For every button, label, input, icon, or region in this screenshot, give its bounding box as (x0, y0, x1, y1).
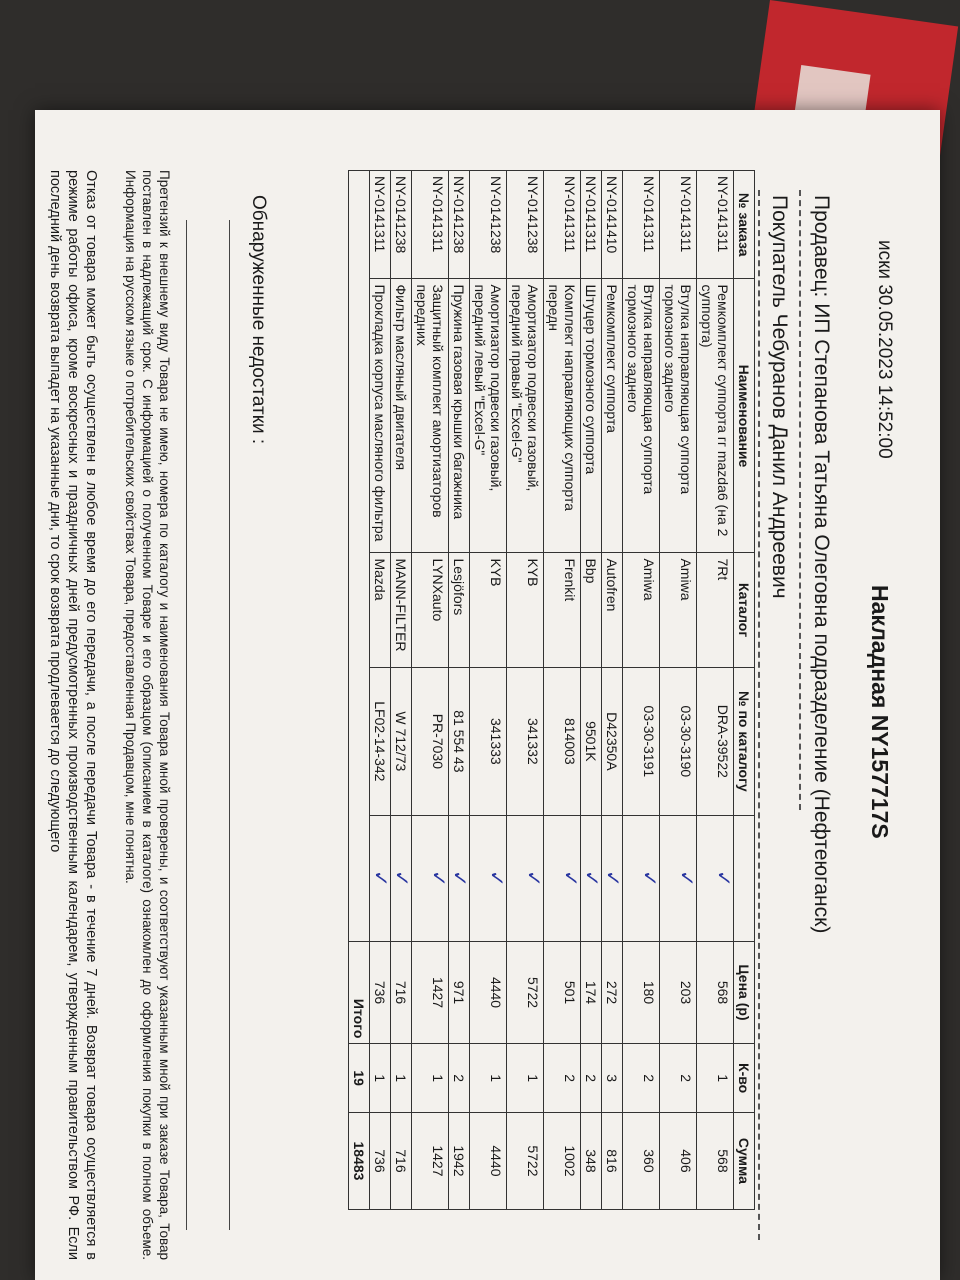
table-row (544, 171, 581, 1210)
table-row (391, 171, 412, 1210)
price-cell: 1427 (412, 941, 449, 1044)
catalog-cell: Amiwa (623, 553, 660, 667)
table-row (449, 171, 470, 1210)
header-order: № заказа (734, 171, 755, 279)
catalog-cell: KYB (507, 553, 544, 667)
catalog-cell: LYNXauto (412, 553, 449, 667)
code-cell: 341332 (507, 667, 544, 815)
qty-cell: 1 (697, 1044, 734, 1113)
check-mark: ✓ (449, 816, 470, 942)
sum-cell: 360 (623, 1112, 660, 1209)
items-table (348, 170, 755, 1210)
header-catalog: Каталог (734, 553, 755, 667)
price-cell: 4440 (470, 941, 507, 1044)
qty-cell: 2 (581, 1044, 602, 1113)
sum-cell: 348 (581, 1112, 602, 1209)
price-cell: 180 (623, 941, 660, 1044)
code-cell: 03-30-3191 (623, 667, 660, 815)
sum-cell: 1002 (544, 1112, 581, 1209)
code-cell: 81 554 43 (449, 667, 470, 815)
catalog-cell: 7Rt (697, 553, 734, 667)
code-cell: LF02-14-342 (370, 667, 391, 815)
sum-cell: 716 (391, 1112, 412, 1209)
table-row (660, 171, 697, 1210)
table-row (370, 171, 391, 1210)
sum-cell: 4440 (470, 1112, 507, 1209)
catalog-cell: KYB (470, 553, 507, 667)
sum-cell: 736 (370, 1112, 391, 1209)
seller-line: Продавец: ИП Степанова Татьяна Олеговна подразделение (Нефтеюганск) (810, 195, 833, 934)
order-cell: NY-0141311 (412, 171, 449, 279)
check-mark: ✓ (581, 816, 602, 942)
name-cell: Прокладка корпуса масляного фильтра (370, 279, 391, 553)
table-row (602, 171, 623, 1210)
check-mark: ✓ (602, 816, 623, 942)
header-price: Цена (р) (734, 941, 755, 1044)
order-cell: NY-0141238 (391, 171, 412, 279)
check-mark: ✓ (470, 816, 507, 942)
order-cell: NY-0141311 (544, 171, 581, 279)
order-cell: NY-0141238 (470, 171, 507, 279)
order-cell: NY-0141311 (660, 171, 697, 279)
table-row (412, 171, 449, 1210)
code-cell: 341333 (470, 667, 507, 815)
table-header-row (734, 171, 755, 1210)
code-cell: PR-7030 (412, 667, 449, 815)
header-check (734, 816, 755, 942)
check-mark: ✓ (391, 816, 412, 942)
price-cell: 736 (370, 941, 391, 1044)
qty-cell: 1 (412, 1044, 449, 1113)
price-cell: 174 (581, 941, 602, 1044)
table-row (623, 171, 660, 1210)
invoice-date: иски 30.05.2023 14:52:00 (874, 240, 895, 459)
qty-cell: 2 (660, 1044, 697, 1113)
sum-cell: 1427 (412, 1112, 449, 1209)
code-cell: 814003 (544, 667, 581, 815)
catalog-cell: Lesjöfors (449, 553, 470, 667)
qty-cell: 2 (623, 1044, 660, 1113)
header-name: Наименование (734, 279, 755, 553)
defects-label: Обнаруженные недостатки : (248, 195, 269, 445)
dashed-divider (799, 190, 801, 810)
sum-cell: 1942 (449, 1112, 470, 1209)
table-row (470, 171, 507, 1210)
name-cell: Ремкомплект суппорта гг mazda6 (на 2 суппорта) (697, 279, 734, 553)
header-code: № по каталогу (734, 667, 755, 815)
qty-cell: 1 (391, 1044, 412, 1113)
name-cell: Штуцер тормозного суппорта (581, 279, 602, 553)
order-cell: NY-0141311 (697, 171, 734, 279)
qty-cell: 2 (449, 1044, 470, 1113)
qty-cell: 2 (544, 1044, 581, 1113)
catalog-cell: Bbp (581, 553, 602, 667)
catalog-cell: MANN-FILTER (391, 553, 412, 667)
table-row (581, 171, 602, 1210)
order-cell: NY-0141238 (507, 171, 544, 279)
check-mark: ✓ (623, 816, 660, 942)
header-qty: К-во (734, 1044, 755, 1113)
qty-cell: 1 (470, 1044, 507, 1113)
price-cell: 716 (391, 941, 412, 1044)
check-mark: ✓ (370, 816, 391, 942)
qty-cell: 1 (507, 1044, 544, 1113)
check-mark: ✓ (507, 816, 544, 942)
total-row (349, 171, 370, 1210)
header-sum: Сумма (734, 1112, 755, 1209)
price-cell: 568 (697, 941, 734, 1044)
check-mark: ✓ (544, 816, 581, 942)
name-cell: Пружина газовая крышки багажника (449, 279, 470, 553)
catalog-cell: Frenkit (544, 553, 581, 667)
dashed-divider (758, 190, 760, 1240)
name-cell: Амортизатор подвески газовый, передний правый "Excel-G" (507, 279, 544, 553)
catalog-cell: Amiwa (660, 553, 697, 667)
defects-line (186, 220, 187, 1230)
invoice-title: Накладная NY157717S (867, 585, 893, 839)
order-cell: NY-0141410 (602, 171, 623, 279)
code-cell: D42350A (602, 667, 623, 815)
code-cell: 9501K (581, 667, 602, 815)
order-cell: NY-0141311 (623, 171, 660, 279)
refusal-paragraph: Отказ от товара может быть осуществлен в любое время до его передачи, а после передачи Товара - в течение 7 дней. Возврат товара осуществляется в режиме работы офиса, кроме воскресных и праздничных дней предусмотренных производственным календарем, утвержденным правительством РФ. Если последний день возврата выпадет на указанные дни, то срок возврата продлевается до следующего (47, 170, 99, 1260)
price-cell: 501 (544, 941, 581, 1044)
code-cell: DRA-39522 (697, 667, 734, 815)
code-cell: 03-30-3190 (660, 667, 697, 815)
total-sum: 18483 (349, 1112, 370, 1209)
table-row (697, 171, 734, 1210)
catalog-cell: Mazda (370, 553, 391, 667)
name-cell: Ремкомплект суппорта (602, 279, 623, 553)
buyer-line: Покупатель Чебуранов Данил Андреевич (768, 195, 791, 599)
qty-cell: 1 (370, 1044, 391, 1113)
name-cell: Фильтр масляный двигателя (391, 279, 412, 553)
sum-cell: 5722 (507, 1112, 544, 1209)
sum-cell: 816 (602, 1112, 623, 1209)
total-qty: 19 (349, 1044, 370, 1113)
price-cell: 5722 (507, 941, 544, 1044)
price-cell: 272 (602, 941, 623, 1044)
check-mark: ✓ (697, 816, 734, 942)
name-cell: Комплект направляющих суппорта передн (544, 279, 581, 553)
total-label: Итого (349, 941, 370, 1044)
sum-cell: 406 (660, 1112, 697, 1209)
name-cell: Амортизатор подвески газовый, передний левый "Excel-G" (470, 279, 507, 553)
order-cell: NY-0141311 (581, 171, 602, 279)
invoice-sheet (35, 110, 915, 1260)
invoice-paper (35, 110, 940, 1280)
sum-cell: 568 (697, 1112, 734, 1209)
name-cell: Защитный комплект амортизаторов передних (412, 279, 449, 553)
check-mark: ✓ (660, 816, 697, 942)
qty-cell: 3 (602, 1044, 623, 1113)
name-cell: Втулка направляющая суппорта тормозного заднего (660, 279, 697, 553)
catalog-cell: Autofren (602, 553, 623, 667)
claims-paragraph: Претензий к внешнему виду Товара не имею, номера по каталогу и наименования Товара мной проверены, и соответствуют указанным мной при заказе Товара, Товар поставлен в надлежащий срок. С информацией о полученном Товаре и его образцом (описанием в каталоге) ознакомлен до оформления покупки в полном объеме. Информация на русском языке о потребительских свойствах Товара, предоставленная Продавцом, мне понятна. (123, 170, 172, 1260)
table-row (507, 171, 544, 1210)
name-cell: Втулка направляющая суппорта тормозного заднего (623, 279, 660, 553)
order-cell: NY-0141238 (449, 171, 470, 279)
order-cell: NY-0141311 (370, 171, 391, 279)
defects-line (229, 220, 230, 1230)
check-mark: ✓ (412, 816, 449, 942)
price-cell: 203 (660, 941, 697, 1044)
price-cell: 971 (449, 941, 470, 1044)
code-cell: W 712/73 (391, 667, 412, 815)
